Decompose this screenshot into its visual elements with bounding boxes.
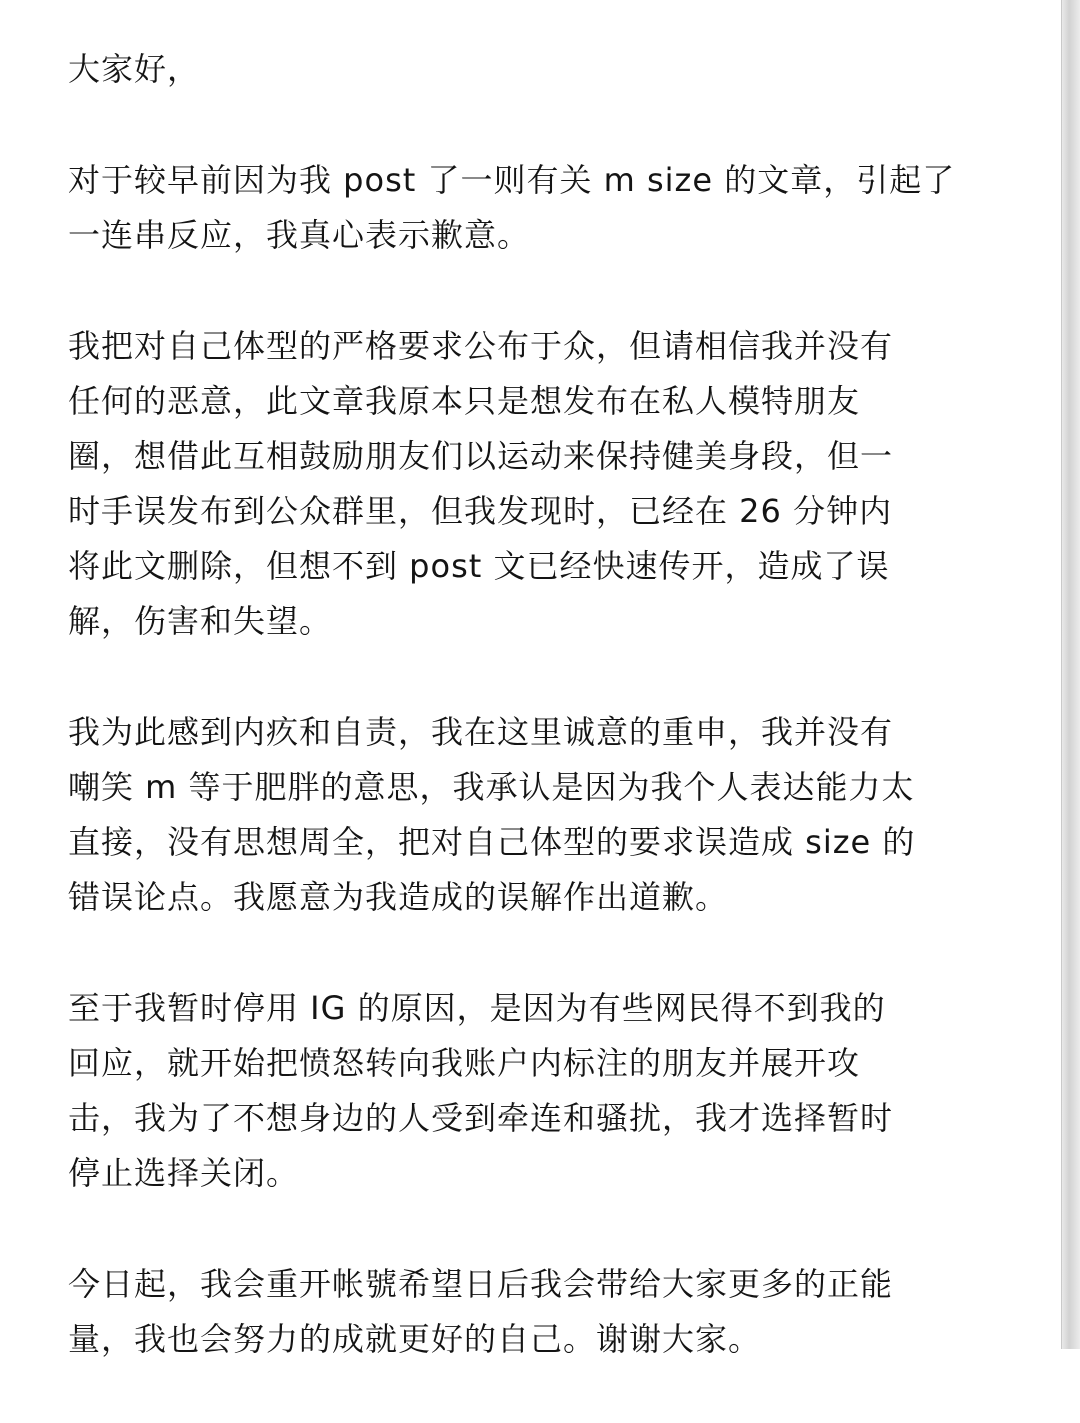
text-line: 停止选择关闭。: [68, 1154, 300, 1192]
text-line: 大家好，: [68, 50, 201, 88]
text-line: 直接，没有思想周全，把对自己体型的要求误造成 size 的: [68, 823, 916, 861]
text-line: 至于我暂时停用 IG 的原因，是因为有些网民得不到我的: [68, 989, 886, 1027]
text-line: 圈，想借此互相鼓励朋友们以运动来保持健美身段，但一: [68, 437, 894, 475]
account-paragraph: [68, 981, 1018, 1201]
text-line: 将此文删除，但想不到 post 文已经快速传开，造成了误: [68, 547, 890, 585]
clarification-paragraph: [68, 705, 1018, 925]
page-edge: [1061, 0, 1080, 1349]
text-line: 时手误发布到公众群里，但我发现时，已经在 26 分钟内: [68, 492, 893, 530]
explanation-paragraph: [68, 319, 1018, 649]
text-line: 今日起，我会重开帐號希望日后我会带给大家更多的正能: [68, 1265, 894, 1303]
text-line: 嘲笑 m 等于肥胖的意思，我承认是因为我个人表达能力太: [68, 768, 915, 806]
apology-paragraph: [68, 153, 1018, 263]
text-line: 对于较早前因为我 post 了一则有关 m size 的文章，引起了: [68, 161, 956, 199]
text-line: 击，我为了不想身边的人受到牵连和骚扰，我才选择暂时: [68, 1099, 894, 1137]
greeting-paragraph: [68, 42, 1018, 97]
closing-paragraph: [68, 1257, 1018, 1367]
letter-body: [68, 42, 1018, 1423]
text-line: 量，我也会努力的成就更好的自己。谢谢大家。: [68, 1320, 762, 1358]
text-line: 解，伤害和失望。: [68, 602, 333, 640]
text-line: 任何的恶意，此文章我原本只是想发布在私人模特朋友: [68, 382, 861, 420]
text-line: 回应，就开始把愤怒转向我账户内标注的朋友并展开攻: [68, 1044, 861, 1082]
text-line: 一连串反应，我真心表示歉意。: [68, 216, 531, 254]
text-line: 错误论点。我愿意为我造成的误解作出道歉。: [68, 878, 729, 916]
text-line: 我为此感到内疚和自责，我在这里诚意的重申，我并没有: [68, 713, 894, 751]
text-line: 我把对自己体型的严格要求公布于众，但请相信我并没有: [68, 327, 894, 365]
